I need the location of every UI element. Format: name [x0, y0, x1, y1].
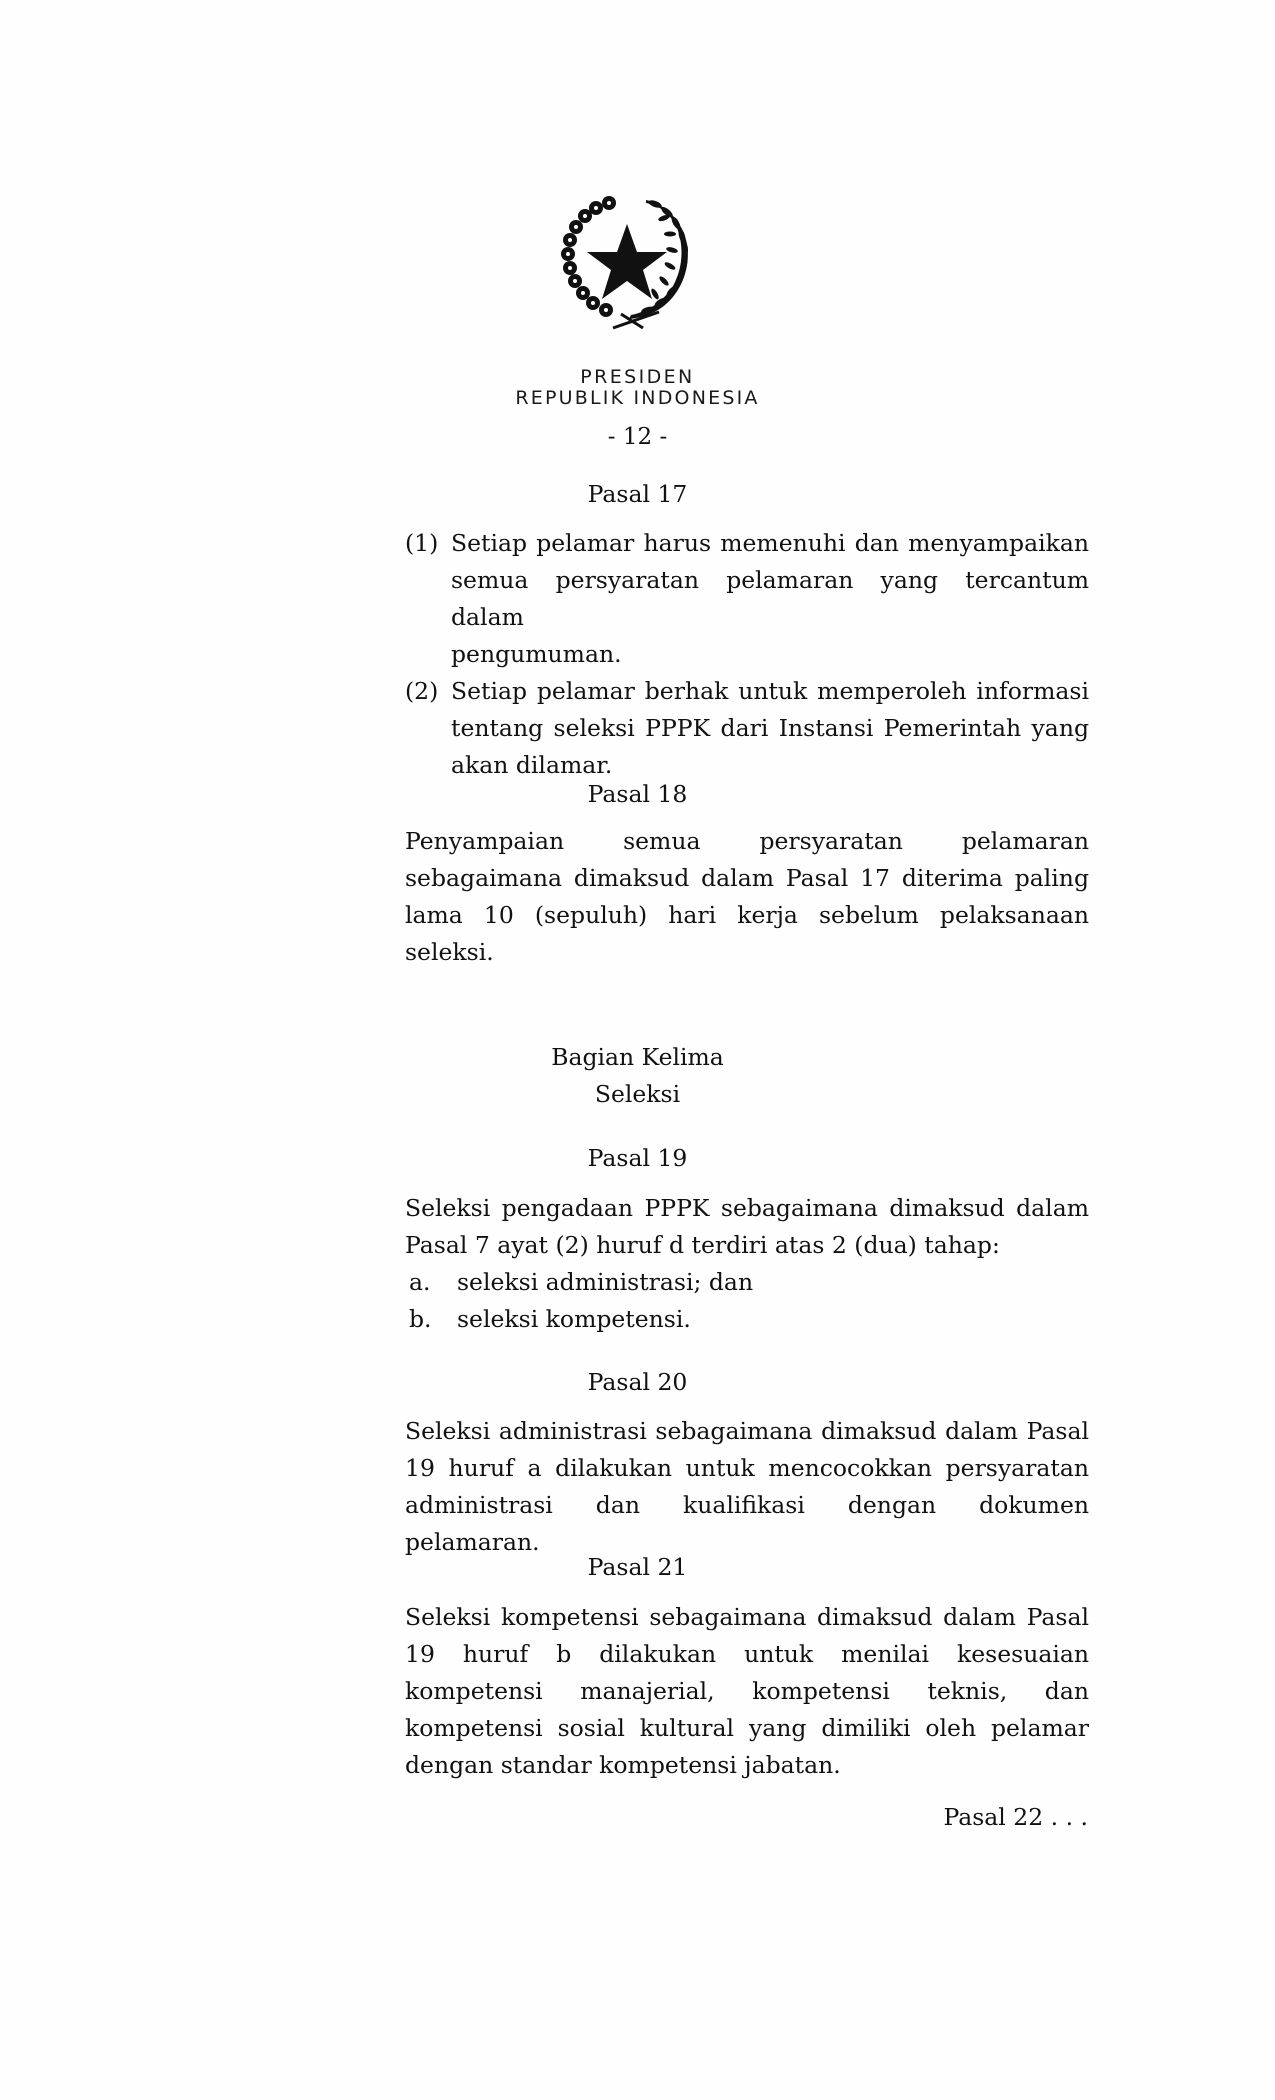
- pasal-19-body: [405, 1190, 1089, 1338]
- continuation-marker: Pasal 22 . . .: [943, 1803, 1088, 1831]
- list-label: b.: [409, 1305, 432, 1333]
- text-line: 19 huruf b dilakukan untuk menilai kesesuaian: [405, 1640, 1089, 1668]
- pasal-19-title: Pasal 19: [587, 1144, 688, 1172]
- text-line: kompetensi manajerial, kompetensi teknis, dan: [405, 1677, 1089, 1705]
- section-title: Bagian Kelima: [551, 1043, 724, 1071]
- text-line: semua persyaratan pelamaran yang tercantum dalam: [451, 566, 1089, 631]
- text-line: Pasal 7 ayat (2) huruf d terdiri atas 2 (dua) tahap:: [405, 1231, 1000, 1259]
- pasal-20-title: Pasal 20: [587, 1368, 688, 1396]
- list-text: seleksi kompetensi.: [457, 1305, 691, 1333]
- star-icon: [587, 224, 667, 299]
- list-item: [405, 1301, 1089, 1338]
- text-line: administrasi dan kualifikasi dengan dokumen pelamaran.: [405, 1491, 1089, 1556]
- list-label: a.: [409, 1268, 431, 1296]
- text-line: pengumuman.: [451, 640, 622, 668]
- text-line: Seleksi pengadaan PPPK sebagaimana dimaksud dalam: [405, 1194, 1089, 1222]
- pasal-21-title: Pasal 21: [587, 1553, 688, 1581]
- pasal-20-body: [405, 1413, 1089, 1561]
- text-line: dengan standar kompetensi jabatan.: [405, 1751, 841, 1779]
- pasal-21-body: [405, 1599, 1089, 1784]
- text-line: Setiap pelamar berhak untuk memperoleh informasi: [451, 677, 1089, 705]
- text-line: lama 10 (sepuluh) hari kerja sebelum pelaksanaan: [405, 901, 1089, 929]
- text-line: Seleksi administrasi sebagaimana dimaksud dalam Pasal: [405, 1417, 1089, 1445]
- pasal-18-title: Pasal 18: [587, 780, 688, 808]
- header-president: PRESIDEN: [580, 366, 695, 388]
- list-text: seleksi administrasi; dan: [457, 1268, 754, 1296]
- pasal-17-title: Pasal 17: [587, 480, 688, 508]
- text-line: Penyampaian semua persyaratan pelamaran: [405, 827, 1089, 855]
- pasal-17-body: [405, 525, 1089, 784]
- text-line: seleksi.: [405, 938, 494, 966]
- item-number: (1): [405, 529, 439, 557]
- presidential-seal-icon: [551, 188, 703, 334]
- item-number: (2): [405, 677, 439, 705]
- text-line: kompetensi sosial kultural yang dimiliki oleh pelamar: [405, 1714, 1089, 1742]
- text-line: tentang seleksi PPPK dari Instansi Pemerintah yang: [451, 714, 1089, 742]
- pasal-18-body: [405, 823, 1089, 971]
- pasal-17-item-1: [405, 525, 1089, 673]
- text-line: 19 huruf a dilakukan untuk mencocokkan persyaratan: [405, 1454, 1089, 1482]
- page-number: - 12 -: [607, 424, 668, 450]
- text-line: akan dilamar.: [451, 751, 613, 779]
- text-line: Setiap pelamar harus memenuhi dan menyampaikan: [451, 529, 1089, 557]
- header-republic: REPUBLIK INDONESIA: [515, 387, 760, 409]
- section-subtitle: Seleksi: [594, 1080, 681, 1108]
- pasal-17-item-2: [405, 673, 1089, 784]
- text-line: Seleksi kompetensi sebagaimana dimaksud dalam Pasal: [405, 1603, 1089, 1631]
- list-item: [405, 1264, 1089, 1301]
- text-line: sebagaimana dimaksud dalam Pasal 17 diterima paling: [405, 864, 1089, 892]
